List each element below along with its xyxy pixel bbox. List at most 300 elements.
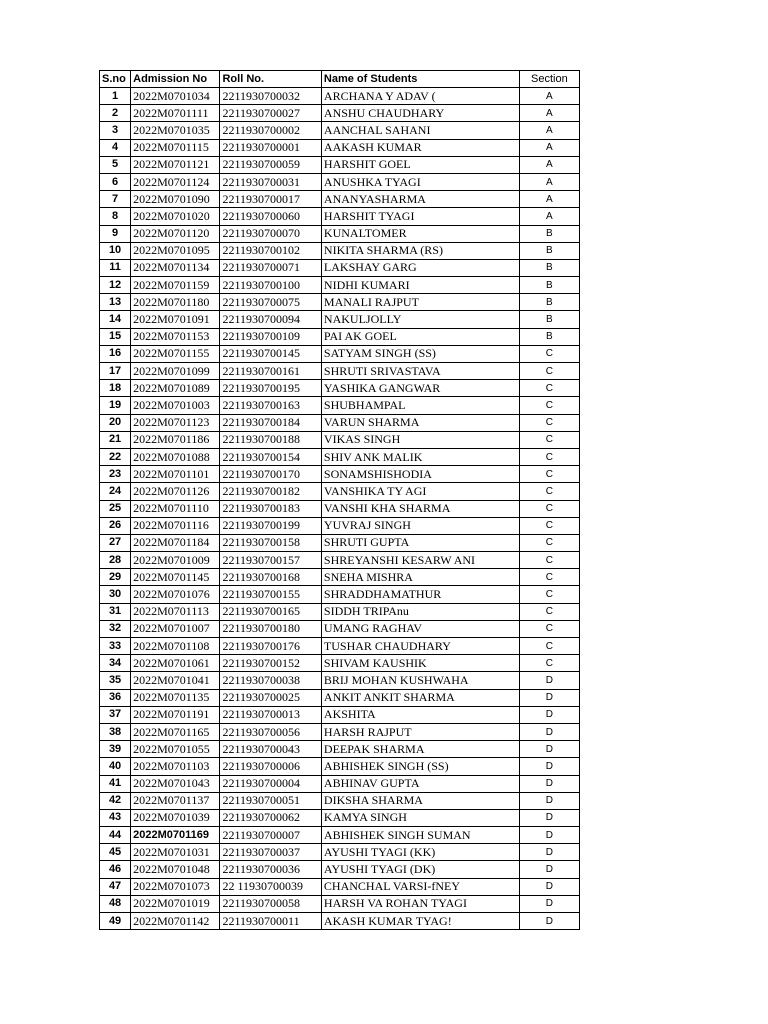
cell-admission-no: 2022M0701115 bbox=[131, 139, 220, 156]
cell-student-name: ANANYASHARMA bbox=[321, 191, 519, 208]
cell-roll-no: 2211930700145 bbox=[220, 345, 321, 362]
cell-sno: 11 bbox=[100, 259, 131, 276]
cell-sno: 1 bbox=[100, 88, 131, 105]
cell-section: A bbox=[519, 156, 579, 173]
cell-sno: 27 bbox=[100, 534, 131, 551]
table-row bbox=[100, 569, 580, 586]
cell-admission-no: 2022M0701048 bbox=[131, 861, 220, 878]
cell-section: D bbox=[519, 723, 579, 740]
cell-student-name: NIDHI KUMARI bbox=[321, 277, 519, 294]
table-row bbox=[100, 122, 580, 139]
cell-student-name: HARSHIT GOEL bbox=[321, 156, 519, 173]
cell-roll-no: 2211930700195 bbox=[220, 380, 321, 397]
cell-roll-no: 2211930700002 bbox=[220, 122, 321, 139]
cell-roll-no: 2211930700006 bbox=[220, 758, 321, 775]
cell-admission-no: 2022M0701009 bbox=[131, 552, 220, 569]
table-row bbox=[100, 414, 580, 431]
table-row bbox=[100, 775, 580, 792]
cell-admission-no: 2022M0701101 bbox=[131, 466, 220, 483]
table-header-row bbox=[100, 71, 580, 88]
cell-sno: 26 bbox=[100, 517, 131, 534]
cell-section: B bbox=[519, 328, 579, 345]
cell-section: A bbox=[519, 173, 579, 190]
cell-student-name: AYUSHI TYAGI (KK) bbox=[321, 844, 519, 861]
table-row bbox=[100, 913, 580, 930]
cell-student-name: AYUSHI TYAGI (DK) bbox=[321, 861, 519, 878]
cell-roll-no: 2211930700025 bbox=[220, 689, 321, 706]
cell-section: C bbox=[519, 414, 579, 431]
cell-student-name: ABHISHEK SINGH (SS) bbox=[321, 758, 519, 775]
cell-sno: 2 bbox=[100, 105, 131, 122]
table-row bbox=[100, 792, 580, 809]
cell-student-name: SNEHA MISHRA bbox=[321, 569, 519, 586]
cell-admission-no: 2022M0701145 bbox=[131, 569, 220, 586]
cell-admission-no: 2022M0701191 bbox=[131, 706, 220, 723]
cell-roll-no: 2211930700036 bbox=[220, 861, 321, 878]
table-row bbox=[100, 88, 580, 105]
cell-section: D bbox=[519, 895, 579, 912]
cell-admission-no: 2022M0701031 bbox=[131, 844, 220, 861]
cell-sno: 40 bbox=[100, 758, 131, 775]
cell-admission-no: 2022M0701043 bbox=[131, 775, 220, 792]
table-row bbox=[100, 809, 580, 826]
cell-sno: 16 bbox=[100, 345, 131, 362]
cell-admission-no: 2022M0701123 bbox=[131, 414, 220, 431]
cell-admission-no: 2022M0701124 bbox=[131, 173, 220, 190]
cell-admission-no: 2022M0701159 bbox=[131, 277, 220, 294]
cell-section: D bbox=[519, 861, 579, 878]
table-row bbox=[100, 552, 580, 569]
cell-sno: 32 bbox=[100, 620, 131, 637]
cell-admission-no: 2022M0701073 bbox=[131, 878, 220, 895]
cell-admission-no: 2022M0701155 bbox=[131, 345, 220, 362]
cell-student-name: ANKIT ANKIT SHARMA bbox=[321, 689, 519, 706]
cell-student-name: DIKSHA SHARMA bbox=[321, 792, 519, 809]
cell-student-name: SHRADDHAMATHUR bbox=[321, 586, 519, 603]
cell-student-name: CHANCHAL VARSI-fNEY bbox=[321, 878, 519, 895]
table-row bbox=[100, 294, 580, 311]
cell-sno: 48 bbox=[100, 895, 131, 912]
cell-sno: 43 bbox=[100, 809, 131, 826]
table-row bbox=[100, 878, 580, 895]
cell-sno: 28 bbox=[100, 552, 131, 569]
cell-roll-no: 2211930700017 bbox=[220, 191, 321, 208]
cell-admission-no: 2022M0701034 bbox=[131, 88, 220, 105]
cell-admission-no: 2022M0701041 bbox=[131, 672, 220, 689]
table-row bbox=[100, 225, 580, 242]
cell-roll-no: 2211930700038 bbox=[220, 672, 321, 689]
cell-sno: 5 bbox=[100, 156, 131, 173]
cell-admission-no: 2022M0701020 bbox=[131, 208, 220, 225]
table-row bbox=[100, 311, 580, 328]
cell-roll-no: 2211930700013 bbox=[220, 706, 321, 723]
table-row bbox=[100, 380, 580, 397]
cell-sno: 15 bbox=[100, 328, 131, 345]
table-row bbox=[100, 603, 580, 620]
cell-student-name: NAKULJOLLY bbox=[321, 311, 519, 328]
table-row bbox=[100, 345, 580, 362]
table-row bbox=[100, 706, 580, 723]
header-section: Section bbox=[519, 71, 579, 88]
cell-sno: 46 bbox=[100, 861, 131, 878]
cell-admission-no: 2022M0701113 bbox=[131, 603, 220, 620]
cell-roll-no: 2211930700168 bbox=[220, 569, 321, 586]
cell-admission-no: 2022M0701137 bbox=[131, 792, 220, 809]
cell-roll-no: 2211930700007 bbox=[220, 827, 321, 844]
table-row bbox=[100, 139, 580, 156]
cell-section: A bbox=[519, 208, 579, 225]
cell-admission-no: 2022M0701108 bbox=[131, 638, 220, 655]
table-row bbox=[100, 672, 580, 689]
cell-roll-no: 2211930700163 bbox=[220, 397, 321, 414]
cell-sno: 19 bbox=[100, 397, 131, 414]
cell-sno: 39 bbox=[100, 741, 131, 758]
cell-student-name: ARCHANA Y ADAV ( bbox=[321, 88, 519, 105]
cell-sno: 18 bbox=[100, 380, 131, 397]
table-row bbox=[100, 689, 580, 706]
cell-roll-no: 2211930700043 bbox=[220, 741, 321, 758]
student-table bbox=[99, 70, 580, 930]
cell-section: C bbox=[519, 569, 579, 586]
header-sno: S.no bbox=[100, 71, 131, 88]
cell-sno: 44 bbox=[100, 827, 131, 844]
table-row bbox=[100, 466, 580, 483]
cell-sno: 36 bbox=[100, 689, 131, 706]
cell-roll-no: 2211930700051 bbox=[220, 792, 321, 809]
cell-roll-no: 2211930700056 bbox=[220, 723, 321, 740]
cell-student-name: MANALI RAJPUT bbox=[321, 294, 519, 311]
cell-section: C bbox=[519, 534, 579, 551]
cell-roll-no: 2211930700158 bbox=[220, 534, 321, 551]
table-row bbox=[100, 191, 580, 208]
cell-student-name: AKSHITA bbox=[321, 706, 519, 723]
cell-section: B bbox=[519, 259, 579, 276]
table-body bbox=[100, 88, 580, 930]
cell-sno: 42 bbox=[100, 792, 131, 809]
cell-sno: 22 bbox=[100, 448, 131, 465]
cell-roll-no: 2211930700176 bbox=[220, 638, 321, 655]
cell-roll-no: 2211930700001 bbox=[220, 139, 321, 156]
table-row bbox=[100, 586, 580, 603]
table-row bbox=[100, 156, 580, 173]
cell-roll-no: 2211930700157 bbox=[220, 552, 321, 569]
cell-section: D bbox=[519, 827, 579, 844]
cell-sno: 17 bbox=[100, 363, 131, 380]
cell-student-name: KAMYA SINGH bbox=[321, 809, 519, 826]
cell-section: D bbox=[519, 809, 579, 826]
cell-admission-no: 2022M0701135 bbox=[131, 689, 220, 706]
cell-student-name: SATYAM SINGH (SS) bbox=[321, 345, 519, 362]
cell-section: C bbox=[519, 655, 579, 672]
cell-sno: 45 bbox=[100, 844, 131, 861]
cell-admission-no: 2022M0701088 bbox=[131, 448, 220, 465]
cell-student-name: SHREYANSHI KESARW ANI bbox=[321, 552, 519, 569]
cell-student-name: VIKAS SINGH bbox=[321, 431, 519, 448]
cell-section: C bbox=[519, 586, 579, 603]
cell-roll-no: 2211930700071 bbox=[220, 259, 321, 276]
table-row bbox=[100, 277, 580, 294]
cell-section: C bbox=[519, 448, 579, 465]
cell-sno: 23 bbox=[100, 466, 131, 483]
cell-sno: 31 bbox=[100, 603, 131, 620]
cell-section: C bbox=[519, 483, 579, 500]
header-student-name: Name of Students bbox=[321, 71, 519, 88]
cell-admission-no: 2022M0701090 bbox=[131, 191, 220, 208]
header-admission-no: Admission No bbox=[131, 71, 220, 88]
cell-sno: 7 bbox=[100, 191, 131, 208]
cell-student-name: AAKASH KUMAR bbox=[321, 139, 519, 156]
cell-admission-no: 2022M0701121 bbox=[131, 156, 220, 173]
table-row bbox=[100, 500, 580, 517]
cell-roll-no: 2211930700161 bbox=[220, 363, 321, 380]
table-row bbox=[100, 827, 580, 844]
cell-sno: 20 bbox=[100, 414, 131, 431]
cell-student-name: YUVRAJ SINGH bbox=[321, 517, 519, 534]
cell-student-name: AANCHAL SAHANI bbox=[321, 122, 519, 139]
table-row bbox=[100, 723, 580, 740]
cell-student-name: PAI AK GOEL bbox=[321, 328, 519, 345]
cell-admission-no: 2022M0701184 bbox=[131, 534, 220, 551]
cell-admission-no: 2022M0701089 bbox=[131, 380, 220, 397]
cell-admission-no: 2022M0701099 bbox=[131, 363, 220, 380]
cell-student-name: ABHISHEK SINGH SUMAN bbox=[321, 827, 519, 844]
cell-section: C bbox=[519, 638, 579, 655]
cell-section: B bbox=[519, 277, 579, 294]
table-row bbox=[100, 397, 580, 414]
cell-roll-no: 2211930700037 bbox=[220, 844, 321, 861]
cell-roll-no: 2211930700032 bbox=[220, 88, 321, 105]
cell-roll-no: 2211930700165 bbox=[220, 603, 321, 620]
cell-section: B bbox=[519, 242, 579, 259]
cell-section: C bbox=[519, 517, 579, 534]
cell-sno: 13 bbox=[100, 294, 131, 311]
cell-sno: 21 bbox=[100, 431, 131, 448]
table-row bbox=[100, 638, 580, 655]
cell-roll-no: 2211930700188 bbox=[220, 431, 321, 448]
cell-student-name: YASHIKA GANGWAR bbox=[321, 380, 519, 397]
table-row bbox=[100, 758, 580, 775]
cell-section: A bbox=[519, 105, 579, 122]
cell-student-name: TUSHAR CHAUDHARY bbox=[321, 638, 519, 655]
cell-student-name: HARSH RAJPUT bbox=[321, 723, 519, 740]
cell-roll-no: 2211930700031 bbox=[220, 173, 321, 190]
cell-section: D bbox=[519, 844, 579, 861]
cell-section: A bbox=[519, 88, 579, 105]
cell-roll-no: 2211930700062 bbox=[220, 809, 321, 826]
cell-admission-no: 2022M0701076 bbox=[131, 586, 220, 603]
cell-roll-no: 2211930700059 bbox=[220, 156, 321, 173]
cell-admission-no: 2022M0701134 bbox=[131, 259, 220, 276]
table-row bbox=[100, 741, 580, 758]
cell-section: B bbox=[519, 294, 579, 311]
cell-admission-no: 2022M0701120 bbox=[131, 225, 220, 242]
cell-student-name: SONAMSHISHODIA bbox=[321, 466, 519, 483]
cell-roll-no: 2211930700100 bbox=[220, 277, 321, 294]
cell-admission-no: 2022M0701180 bbox=[131, 294, 220, 311]
cell-roll-no: 2211930700070 bbox=[220, 225, 321, 242]
cell-admission-no: 2022M0701186 bbox=[131, 431, 220, 448]
cell-admission-no: 2022M0701103 bbox=[131, 758, 220, 775]
cell-roll-no: 2211930700027 bbox=[220, 105, 321, 122]
cell-roll-no: 2211930700152 bbox=[220, 655, 321, 672]
cell-sno: 29 bbox=[100, 569, 131, 586]
cell-admission-no: 2022M0701142 bbox=[131, 913, 220, 930]
cell-sno: 47 bbox=[100, 878, 131, 895]
cell-student-name: UMANG RAGHAV bbox=[321, 620, 519, 637]
cell-student-name: KUNALTOMER bbox=[321, 225, 519, 242]
cell-student-name: HARSHIT TYAGI bbox=[321, 208, 519, 225]
cell-student-name: BRIJ MOHAN KUSHWAHA bbox=[321, 672, 519, 689]
cell-student-name: SHIVAM KAUSHIK bbox=[321, 655, 519, 672]
cell-roll-no: 2211930700155 bbox=[220, 586, 321, 603]
cell-student-name: VANSHI KHA SHARMA bbox=[321, 500, 519, 517]
cell-section: D bbox=[519, 706, 579, 723]
cell-roll-no: 2211930700011 bbox=[220, 913, 321, 930]
cell-roll-no: 2211930700058 bbox=[220, 895, 321, 912]
cell-sno: 8 bbox=[100, 208, 131, 225]
cell-section: C bbox=[519, 397, 579, 414]
cell-section: D bbox=[519, 672, 579, 689]
cell-admission-no: 2022M0701091 bbox=[131, 311, 220, 328]
table-row bbox=[100, 517, 580, 534]
cell-student-name: SHUBHAMPAL bbox=[321, 397, 519, 414]
cell-sno: 38 bbox=[100, 723, 131, 740]
table-row bbox=[100, 844, 580, 861]
cell-sno: 9 bbox=[100, 225, 131, 242]
cell-section: D bbox=[519, 689, 579, 706]
cell-roll-no: 2211930700102 bbox=[220, 242, 321, 259]
table-row bbox=[100, 534, 580, 551]
cell-section: B bbox=[519, 311, 579, 328]
table-row bbox=[100, 431, 580, 448]
table-row bbox=[100, 173, 580, 190]
cell-section: D bbox=[519, 913, 579, 930]
cell-student-name: DEEPAK SHARMA bbox=[321, 741, 519, 758]
cell-admission-no: 2022M0701116 bbox=[131, 517, 220, 534]
cell-sno: 34 bbox=[100, 655, 131, 672]
cell-roll-no: 2211930700180 bbox=[220, 620, 321, 637]
table-row bbox=[100, 861, 580, 878]
cell-roll-no: 2211930700109 bbox=[220, 328, 321, 345]
table-row bbox=[100, 620, 580, 637]
cell-student-name: SHIV ANK MALIK bbox=[321, 448, 519, 465]
cell-roll-no: 2211930700060 bbox=[220, 208, 321, 225]
cell-sno: 14 bbox=[100, 311, 131, 328]
cell-section: C bbox=[519, 500, 579, 517]
cell-section: D bbox=[519, 792, 579, 809]
cell-section: C bbox=[519, 431, 579, 448]
cell-roll-no: 2211930700183 bbox=[220, 500, 321, 517]
cell-sno: 12 bbox=[100, 277, 131, 294]
cell-sno: 10 bbox=[100, 242, 131, 259]
cell-roll-no: 22 11930700039 bbox=[220, 878, 321, 895]
cell-roll-no: 2211930700004 bbox=[220, 775, 321, 792]
cell-sno: 30 bbox=[100, 586, 131, 603]
cell-admission-no: 2022M0701039 bbox=[131, 809, 220, 826]
cell-sno: 25 bbox=[100, 500, 131, 517]
cell-roll-no: 2211930700184 bbox=[220, 414, 321, 431]
cell-section: B bbox=[519, 225, 579, 242]
cell-sno: 4 bbox=[100, 139, 131, 156]
cell-section: C bbox=[519, 380, 579, 397]
cell-student-name: ANSHU CHAUDHARY bbox=[321, 105, 519, 122]
cell-student-name: SIDDH TRIPAnu bbox=[321, 603, 519, 620]
cell-roll-no: 2211930700154 bbox=[220, 448, 321, 465]
cell-admission-no: 2022M0701095 bbox=[131, 242, 220, 259]
cell-student-name: SHRUTI SRIVASTAVA bbox=[321, 363, 519, 380]
cell-sno: 41 bbox=[100, 775, 131, 792]
table-row bbox=[100, 328, 580, 345]
table-row bbox=[100, 895, 580, 912]
cell-section: A bbox=[519, 139, 579, 156]
cell-student-name: HARSH VA ROHAN TYAGI bbox=[321, 895, 519, 912]
cell-student-name: VARUN SHARMA bbox=[321, 414, 519, 431]
cell-section: C bbox=[519, 466, 579, 483]
cell-admission-no: 2022M0701110 bbox=[131, 500, 220, 517]
cell-student-name: ABHINAV GUPTA bbox=[321, 775, 519, 792]
cell-roll-no: 2211930700075 bbox=[220, 294, 321, 311]
cell-admission-no: 2022M0701007 bbox=[131, 620, 220, 637]
cell-section: C bbox=[519, 603, 579, 620]
cell-admission-no: 2022M0701169 bbox=[131, 827, 220, 844]
cell-admission-no: 2022M0701035 bbox=[131, 122, 220, 139]
table-row bbox=[100, 448, 580, 465]
cell-student-name: LAKSHAY GARG bbox=[321, 259, 519, 276]
table-row bbox=[100, 208, 580, 225]
cell-admission-no: 2022M0701055 bbox=[131, 741, 220, 758]
cell-section: C bbox=[519, 345, 579, 362]
cell-admission-no: 2022M0701061 bbox=[131, 655, 220, 672]
cell-student-name: AKASH KUMAR TYAG! bbox=[321, 913, 519, 930]
cell-admission-no: 2022M0701165 bbox=[131, 723, 220, 740]
table-row bbox=[100, 259, 580, 276]
cell-admission-no: 2022M0701111 bbox=[131, 105, 220, 122]
table-row bbox=[100, 483, 580, 500]
cell-roll-no: 2211930700199 bbox=[220, 517, 321, 534]
cell-admission-no: 2022M0701153 bbox=[131, 328, 220, 345]
header-roll-no: Roll No. bbox=[220, 71, 321, 88]
cell-student-name: VANSHIKA TY AGI bbox=[321, 483, 519, 500]
cell-section: D bbox=[519, 775, 579, 792]
cell-sno: 3 bbox=[100, 122, 131, 139]
cell-section: A bbox=[519, 191, 579, 208]
cell-sno: 35 bbox=[100, 672, 131, 689]
cell-sno: 49 bbox=[100, 913, 131, 930]
table-row bbox=[100, 363, 580, 380]
cell-student-name: ANUSHKA TYAGI bbox=[321, 173, 519, 190]
cell-admission-no: 2022M0701003 bbox=[131, 397, 220, 414]
cell-sno: 6 bbox=[100, 173, 131, 190]
cell-section: D bbox=[519, 758, 579, 775]
cell-student-name: NIKITA SHARMA (RS) bbox=[321, 242, 519, 259]
cell-section: C bbox=[519, 552, 579, 569]
cell-roll-no: 2211930700094 bbox=[220, 311, 321, 328]
cell-section: D bbox=[519, 878, 579, 895]
table-row bbox=[100, 105, 580, 122]
cell-sno: 37 bbox=[100, 706, 131, 723]
table-row bbox=[100, 655, 580, 672]
cell-sno: 24 bbox=[100, 483, 131, 500]
cell-admission-no: 2022M0701019 bbox=[131, 895, 220, 912]
cell-student-name: SHRUTI GUPTA bbox=[321, 534, 519, 551]
table-row bbox=[100, 242, 580, 259]
cell-admission-no: 2022M0701126 bbox=[131, 483, 220, 500]
cell-sno: 33 bbox=[100, 638, 131, 655]
cell-roll-no: 2211930700182 bbox=[220, 483, 321, 500]
cell-section: C bbox=[519, 363, 579, 380]
cell-roll-no: 2211930700170 bbox=[220, 466, 321, 483]
cell-section: C bbox=[519, 620, 579, 637]
